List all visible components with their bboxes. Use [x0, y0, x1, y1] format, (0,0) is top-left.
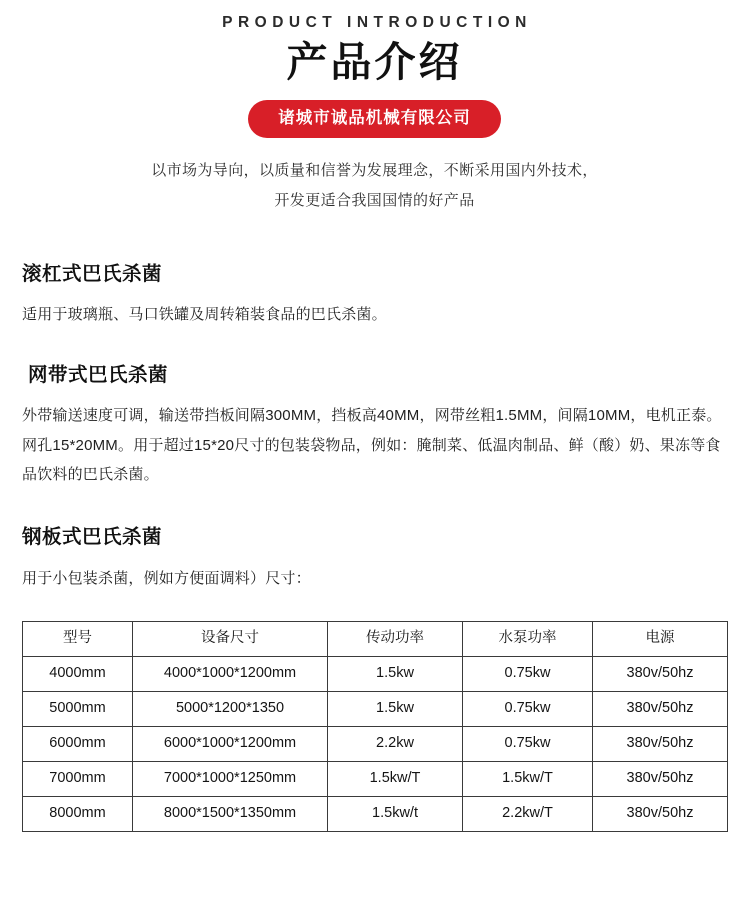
eyebrow-text: PRODUCT INTRODUCTION	[222, 14, 532, 31]
table-cell: 8000mm	[23, 796, 133, 831]
table-row	[23, 761, 728, 796]
table-header-row	[23, 621, 728, 656]
table-cell: 6000mm	[23, 726, 133, 761]
section-body: 用于小包装杀菌，例如方便面调料）尺寸：	[22, 569, 311, 587]
slogan-line-2: 开发更适合我国国情的好产品	[274, 191, 475, 209]
section-title: 钢板式巴氏杀菌	[22, 526, 163, 549]
table-cell: 2.2kw/T	[463, 796, 593, 831]
content-sections	[0, 262, 749, 593]
table-cell: 380v/50hz	[593, 796, 728, 831]
section-body: 适用于玻璃瓶、马口铁罐及周转箱装食品的巴氏杀菌。	[22, 305, 387, 323]
page-title: 产品介绍	[286, 38, 463, 86]
table-cell: 1.5kw/T	[328, 761, 463, 796]
table-row	[23, 691, 728, 726]
table-cell: 380v/50hz	[593, 691, 728, 726]
table-cell: 0.75kw	[463, 691, 593, 726]
slogan-line-1: 以市场为导向，以质量和信誉为发展理念，不断采用国内外技术，	[151, 161, 598, 179]
table-row	[23, 796, 728, 831]
table-header-cell: 型号	[23, 621, 133, 656]
slogan	[0, 156, 749, 216]
section-mesh-belt-pasteurization	[22, 363, 727, 489]
table-cell: 7000*1000*1250mm	[133, 761, 328, 796]
section-body: 外带输送速度可调，输送带挡板间隔300MM，挡板高40MM，网带丝粗1.5MM，间隔10MM，电机正泰。网孔15*20MM。用于超过15*20尺寸的包装袋物品，例如：腌制菜、低温肉制品、鲜（酸）奶、果冻等食品饮料的巴氏杀菌。	[22, 407, 722, 483]
table-cell: 5000*1200*1350	[133, 691, 328, 726]
section-title: 网带式巴氏杀菌	[28, 364, 169, 387]
table-cell: 380v/50hz	[593, 761, 728, 796]
table-header-cell: 传动功率	[328, 621, 463, 656]
table-cell: 4000mm	[23, 656, 133, 691]
page-header	[0, 0, 749, 216]
table-row	[23, 726, 728, 761]
table-cell: 7000mm	[23, 761, 133, 796]
table-cell: 1.5kw/t	[328, 796, 463, 831]
spec-table	[22, 621, 728, 832]
company-badge: 诸城市诚品机械有限公司	[248, 100, 501, 137]
table-cell: 1.5kw	[328, 691, 463, 726]
table-cell: 1.5kw/T	[463, 761, 593, 796]
table-cell: 6000*1000*1200mm	[133, 726, 328, 761]
table-cell: 380v/50hz	[593, 726, 728, 761]
table-cell: 0.75kw	[463, 656, 593, 691]
table-header-cell: 电源	[593, 621, 728, 656]
table-header-cell: 水泵功率	[463, 621, 593, 656]
table-cell: 2.2kw	[328, 726, 463, 761]
table-cell: 0.75kw	[463, 726, 593, 761]
spec-table-wrap	[0, 621, 749, 832]
section-roller-pasteurization	[22, 262, 727, 330]
section-steel-plate-pasteurization	[22, 525, 727, 593]
table-cell: 4000*1000*1200mm	[133, 656, 328, 691]
table-cell: 1.5kw	[328, 656, 463, 691]
table-cell: 380v/50hz	[593, 656, 728, 691]
table-cell: 8000*1500*1350mm	[133, 796, 328, 831]
company-badge-wrap	[0, 100, 749, 137]
section-title: 滚杠式巴氏杀菌	[22, 262, 163, 285]
table-header-cell: 设备尺寸	[133, 621, 328, 656]
table-row	[23, 656, 728, 691]
table-cell: 5000mm	[23, 691, 133, 726]
